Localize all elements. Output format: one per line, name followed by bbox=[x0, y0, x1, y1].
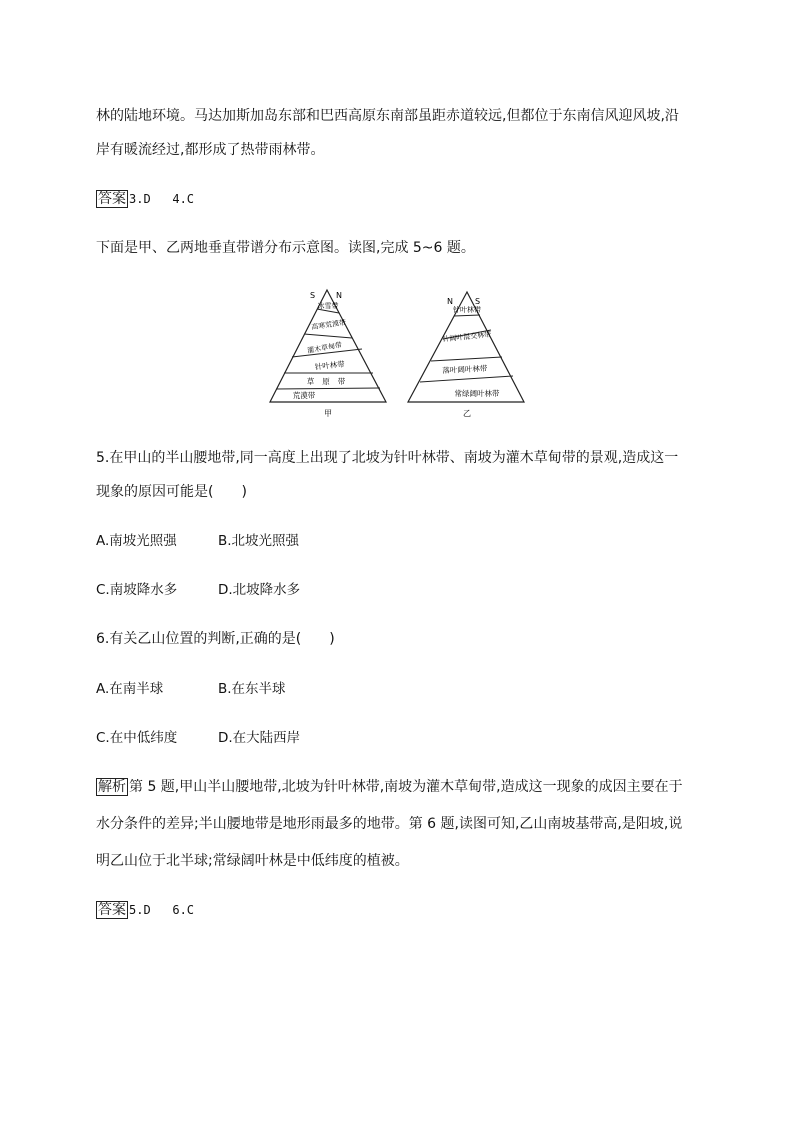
jia-left-direction: S bbox=[310, 291, 316, 300]
yi-zone-label: 针阔叶混交林带 bbox=[442, 330, 492, 344]
jia-zone-label: 针叶林带 bbox=[314, 359, 346, 372]
jia-zone-label: 高寒荒漠带 bbox=[310, 318, 347, 332]
jia-zone-label: 灌木草甸带 bbox=[306, 341, 343, 356]
answer-text: 3.D 4.C bbox=[129, 192, 195, 206]
paragraph-line: 林的陆地环境。马达加斯加岛东部和巴西高原东南部虽距赤道较远,但都位于东南信风迎风坡,沿 bbox=[96, 108, 679, 124]
jia-zone-label: 冰雪带 bbox=[317, 302, 339, 310]
yi-zone-label: 针叶林带 bbox=[453, 306, 481, 314]
yi-left-direction: N bbox=[447, 297, 453, 306]
question-5-option-a: A.南坡光照强 bbox=[96, 533, 177, 549]
question-5-stem: 5.在甲山的半山腰地带,同一高度上出现了北坡为针叶林带、南坡为灌木草甸带的景观,造成这一 bbox=[96, 450, 679, 466]
answer-row bbox=[96, 900, 194, 920]
analysis-text: 第 5 题,甲山半山腰地带,北坡为针叶林带,南坡为灌木草甸带,造成这一现象的成因主要在于 bbox=[129, 779, 683, 795]
intro-text: 下面是甲、乙两地垂直带谱分布示意图。读图,完成 5~6 题。 bbox=[96, 240, 475, 256]
question-6-option-d: D.在大陆西岸 bbox=[218, 730, 301, 746]
mountain-jia-diagram bbox=[270, 290, 386, 418]
question-6-option-a: A.在南半球 bbox=[96, 681, 164, 697]
answer-row bbox=[96, 189, 194, 209]
analysis-label: 解析 bbox=[98, 779, 126, 795]
yi-zone-label: 落叶阔叶林带 bbox=[442, 363, 488, 376]
paragraph-line: 岸有暖流经过,都形成了热带雨林带。 bbox=[96, 142, 325, 158]
answer-label: 答案 bbox=[98, 902, 126, 918]
jia-caption: 甲 bbox=[324, 409, 332, 418]
question-5-option-b: B.北坡光照强 bbox=[218, 533, 300, 549]
question-5-option-d: D.北坡降水多 bbox=[218, 582, 301, 598]
question-5-option-c: C.南坡降水多 bbox=[96, 582, 178, 598]
question-6-option-c: C.在中低纬度 bbox=[96, 730, 178, 746]
question-6-stem: 6.有关乙山位置的判断,正确的是( ) bbox=[96, 631, 335, 647]
analysis-row bbox=[96, 777, 683, 797]
yi-zone-label: 常绿阔叶林带 bbox=[454, 389, 500, 398]
question-6-option-b: B.在东半球 bbox=[218, 681, 286, 697]
yi-caption: 乙 bbox=[463, 409, 471, 418]
answer-text: 5.D 6.C bbox=[129, 903, 195, 917]
jia-right-direction: N bbox=[336, 291, 342, 300]
jia-zone-label: 草原带 bbox=[306, 377, 354, 386]
analysis-text: 水分条件的差异;半山腰地带是地形雨最多的地带。第 6 题,读图可知,乙山南坡基带高,是阳坡,说 bbox=[96, 816, 683, 832]
answer-label: 答案 bbox=[98, 191, 126, 207]
mountain-yi-diagram bbox=[408, 292, 524, 418]
yi-right-direction: S bbox=[475, 297, 481, 306]
question-5-stem: 现象的原因可能是( ) bbox=[96, 484, 247, 500]
vertical-zonation-figure bbox=[262, 284, 530, 420]
jia-zone-label: 荒漠带 bbox=[292, 391, 316, 400]
analysis-text: 明乙山位于北半球;常绿阔叶林是中低纬度的植被。 bbox=[96, 853, 409, 869]
